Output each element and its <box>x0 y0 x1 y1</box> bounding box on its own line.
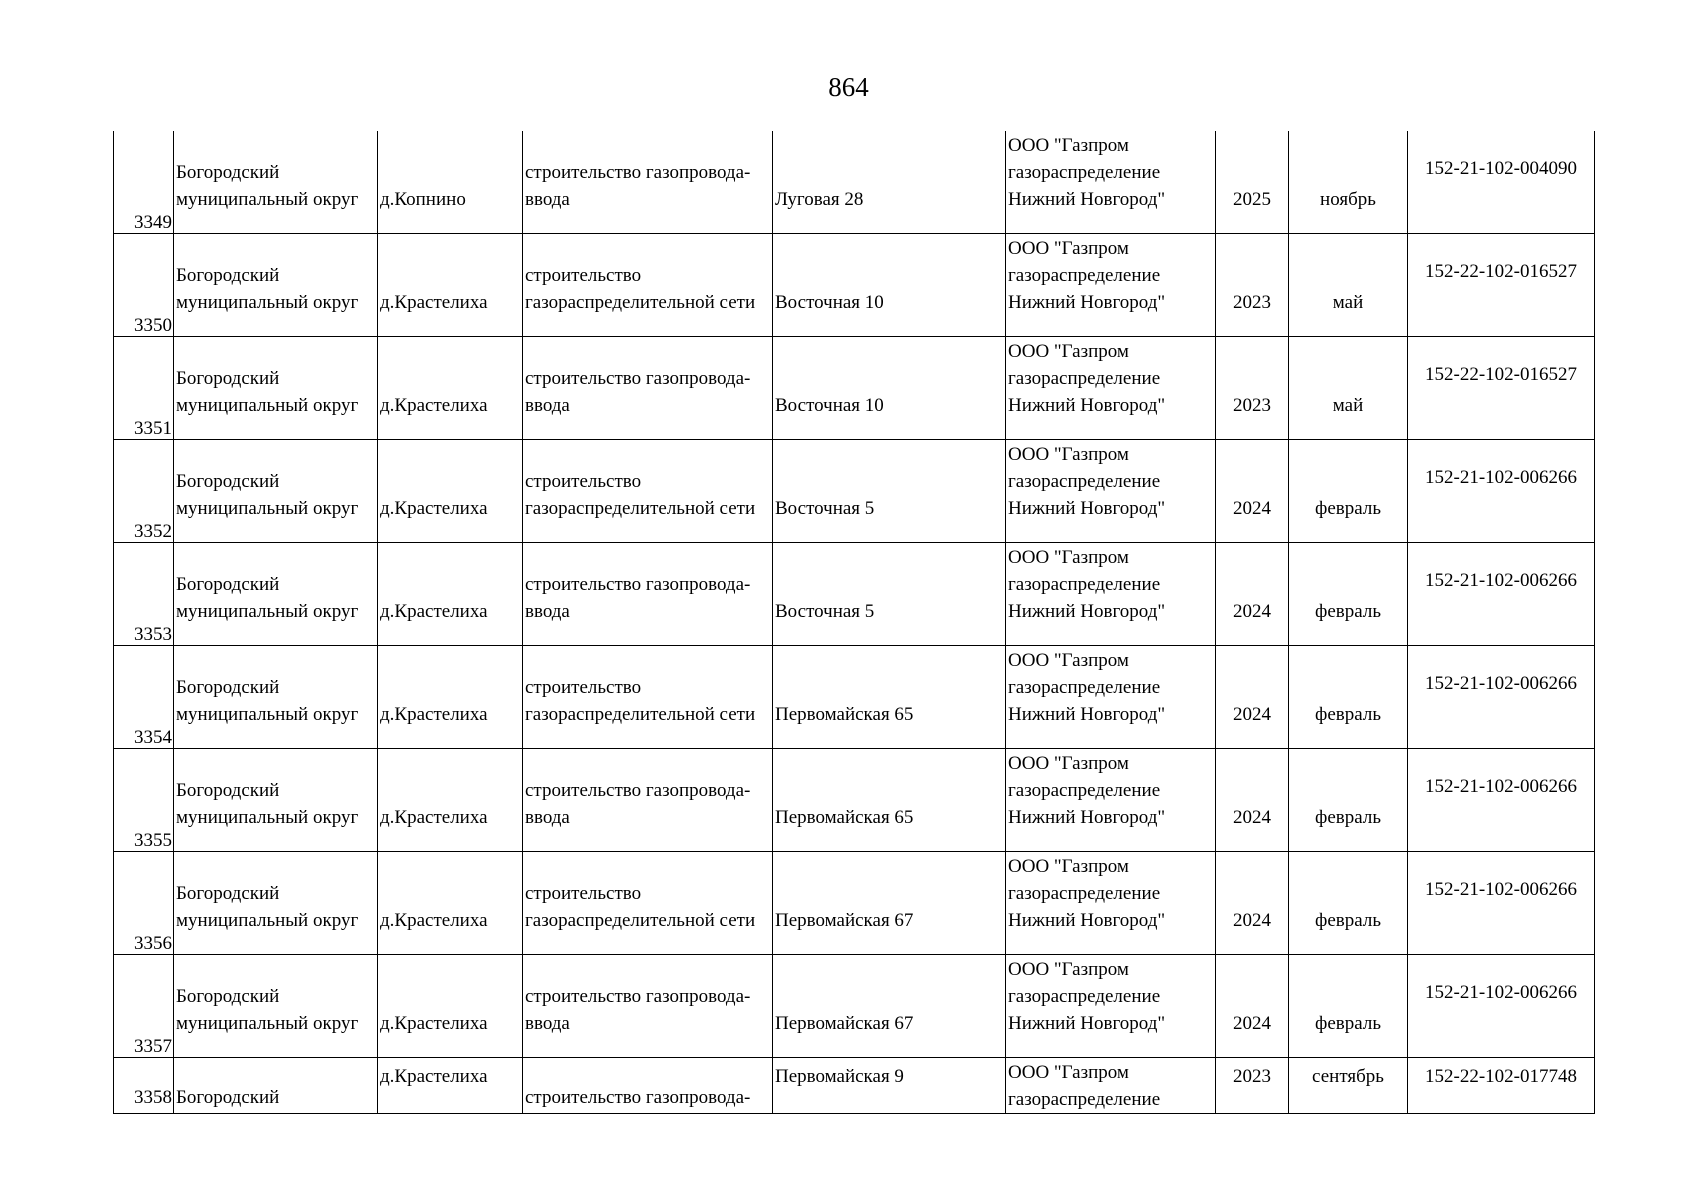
code-cell <box>1408 749 1595 852</box>
row-number-cell <box>114 1058 174 1114</box>
work-type-line-2: газораспределительной сети <box>525 498 756 519</box>
address-cell <box>773 440 1006 543</box>
table-body <box>114 131 1595 1114</box>
district-line-1: Богородский <box>176 574 280 595</box>
year: 2025 <box>1233 189 1271 210</box>
address-cell <box>773 852 1006 955</box>
work-type-cell <box>523 337 773 440</box>
district-cell <box>174 646 378 749</box>
settlement-cell <box>378 543 523 646</box>
row-number-cell <box>114 131 174 234</box>
organization-line-2: газораспределение <box>1008 574 1161 595</box>
year: 2023 <box>1233 395 1271 416</box>
organization-line-3: Нижний Новгород" <box>1008 704 1166 725</box>
organization-line-3: Нижний Новгород" <box>1008 1013 1166 1034</box>
district-line-1: Богородский <box>176 780 280 801</box>
row-number-cell <box>114 749 174 852</box>
address-cell <box>773 543 1006 646</box>
row-number-cell <box>114 955 174 1058</box>
organization-line-3: Нижний Новгород" <box>1008 498 1166 519</box>
address: Первомайская 65 <box>775 704 914 725</box>
district-line-2: муниципальный округ <box>176 189 359 210</box>
settlement: д.Крастелиха <box>380 1066 488 1087</box>
organization-line-1: ООО "Газпром <box>1008 856 1129 877</box>
row-number: 3357 <box>134 1036 172 1057</box>
settlement: д.Копнино <box>380 189 466 210</box>
work-type-line-1: строительство <box>525 677 642 698</box>
year: 2024 <box>1233 807 1271 828</box>
month-cell <box>1289 646 1408 749</box>
organization-cell <box>1006 852 1216 955</box>
work-type-line-2: ввода <box>525 1013 570 1034</box>
year-cell <box>1216 1058 1289 1114</box>
district-cell <box>174 543 378 646</box>
row-number-cell <box>114 440 174 543</box>
organization-line-2: газораспределение <box>1008 780 1161 801</box>
month: май <box>1332 292 1364 313</box>
organization-cell <box>1006 131 1216 234</box>
district-line-2: муниципальный округ <box>176 910 359 931</box>
year: 2024 <box>1233 1013 1271 1034</box>
row-number-cell <box>114 337 174 440</box>
district-cell <box>174 440 378 543</box>
organization-line-2: газораспределение <box>1008 162 1161 183</box>
address: Восточная 5 <box>775 601 875 622</box>
organization-cell <box>1006 955 1216 1058</box>
year-cell <box>1216 852 1289 955</box>
year: 2024 <box>1233 910 1271 931</box>
district-line-2: муниципальный округ <box>176 704 359 725</box>
registration-code: 152-21-102-006266 <box>1425 570 1577 591</box>
organization-cell <box>1006 440 1216 543</box>
district-line-1: Богородский <box>176 677 280 698</box>
district-line-2: муниципальный округ <box>176 498 359 519</box>
code-cell <box>1408 646 1595 749</box>
work-type-line-1: строительство газопровода- <box>525 1087 751 1108</box>
district-line-1: Богородский <box>176 883 280 904</box>
settlement-cell <box>378 234 523 337</box>
organization-line-2: газораспределение <box>1008 471 1161 492</box>
organization-line-2: газораспределение <box>1008 368 1161 389</box>
district-line-1: Богородский <box>176 265 280 286</box>
organization-cell <box>1006 234 1216 337</box>
district-line-2: муниципальный округ <box>176 1013 359 1034</box>
row-number: 3353 <box>134 624 172 645</box>
work-type-cell <box>523 543 773 646</box>
table-row <box>114 852 1595 955</box>
organization-cell <box>1006 543 1216 646</box>
work-type-cell <box>523 131 773 234</box>
organization-line-1: ООО "Газпром <box>1008 135 1129 156</box>
district-line-1: Богородский <box>176 368 280 389</box>
year-cell <box>1216 955 1289 1058</box>
district-line-2: муниципальный округ <box>176 395 359 416</box>
district-cell <box>174 131 378 234</box>
organization-cell <box>1006 646 1216 749</box>
organization-line-3: Нижний Новгород" <box>1008 292 1166 313</box>
organization-line-1: ООО "Газпром <box>1008 547 1129 568</box>
address-cell <box>773 337 1006 440</box>
organization-cell <box>1006 1058 1216 1114</box>
registration-code: 152-22-102-017748 <box>1425 1066 1577 1087</box>
address-cell <box>773 955 1006 1058</box>
organization-line-3: Нижний Новгород" <box>1008 601 1166 622</box>
table-row <box>114 955 1595 1058</box>
month: ноябрь <box>1320 189 1376 210</box>
district-line-1: Богородский <box>176 162 280 183</box>
organization-line-1: ООО "Газпром <box>1008 238 1129 259</box>
table-row <box>114 337 1595 440</box>
settlement: д.Крастелиха <box>380 498 488 519</box>
district-cell <box>174 749 378 852</box>
address: Восточная 10 <box>775 292 884 313</box>
organization-line-3: Нижний Новгород" <box>1008 807 1166 828</box>
code-cell <box>1408 440 1595 543</box>
row-number: 3354 <box>134 727 172 748</box>
settlement: д.Крастелиха <box>380 601 488 622</box>
registration-code: 152-21-102-006266 <box>1425 879 1577 900</box>
work-type-line-1: строительство газопровода- <box>525 574 751 595</box>
settlement: д.Крастелиха <box>380 1013 488 1034</box>
work-type-cell <box>523 852 773 955</box>
settlement-cell <box>378 852 523 955</box>
organization-line-1: ООО "Газпром <box>1008 1062 1129 1083</box>
year: 2023 <box>1233 292 1271 313</box>
month: февраль <box>1315 498 1381 519</box>
month-cell <box>1289 234 1408 337</box>
row-number-cell <box>114 852 174 955</box>
district-line-2: муниципальный округ <box>176 807 359 828</box>
work-type-line-2: газораспределительной сети <box>525 910 756 931</box>
month-cell <box>1289 440 1408 543</box>
address-cell <box>773 234 1006 337</box>
settlement-cell <box>378 646 523 749</box>
district-cell <box>174 337 378 440</box>
work-type-line-1: строительство газопровода- <box>525 368 751 389</box>
district-line-2: муниципальный округ <box>176 601 359 622</box>
month: сентябрь <box>1312 1066 1384 1087</box>
code-cell <box>1408 955 1595 1058</box>
work-type-line-2: ввода <box>525 601 570 622</box>
address-cell <box>773 749 1006 852</box>
row-number: 3356 <box>134 933 172 954</box>
table-row <box>114 234 1595 337</box>
district-line-2: муниципальный округ <box>176 292 359 313</box>
row-number: 3355 <box>134 830 172 851</box>
table-row <box>114 646 1595 749</box>
address: Первомайская 9 <box>775 1066 904 1087</box>
address: Первомайская 67 <box>775 910 914 931</box>
address-cell <box>773 131 1006 234</box>
work-type-cell <box>523 1058 773 1114</box>
month-cell <box>1289 955 1408 1058</box>
table-row <box>114 543 1595 646</box>
month: февраль <box>1315 704 1381 725</box>
district-cell <box>174 1058 378 1114</box>
row-number: 3351 <box>134 418 172 439</box>
settlement-cell <box>378 1058 523 1114</box>
organization-line-2: газораспределение <box>1008 883 1161 904</box>
address: Первомайская 67 <box>775 1013 914 1034</box>
code-cell <box>1408 234 1595 337</box>
work-type-line-1: строительство <box>525 471 642 492</box>
registration-code: 152-21-102-006266 <box>1425 673 1577 694</box>
organization-line-2: газораспределение <box>1008 265 1161 286</box>
registration-code: 152-22-102-016527 <box>1425 261 1577 282</box>
year-cell <box>1216 337 1289 440</box>
register-table <box>113 131 1595 1114</box>
month-cell <box>1289 852 1408 955</box>
work-type-line-2: газораспределительной сети <box>525 292 756 313</box>
district-line-1: Богородский <box>176 1087 280 1108</box>
row-number: 3352 <box>134 521 172 542</box>
registration-code: 152-21-102-006266 <box>1425 982 1577 1003</box>
registration-code: 152-22-102-016527 <box>1425 364 1577 385</box>
table-row <box>114 440 1595 543</box>
settlement-cell <box>378 131 523 234</box>
code-cell <box>1408 852 1595 955</box>
row-number-cell <box>114 543 174 646</box>
work-type-line-1: строительство газопровода- <box>525 986 751 1007</box>
settlement: д.Крастелиха <box>380 807 488 828</box>
work-type-line-2: ввода <box>525 807 570 828</box>
registration-code: 152-21-102-004090 <box>1425 158 1577 179</box>
organization-line-2: газораспределение <box>1008 1089 1161 1110</box>
settlement-cell <box>378 440 523 543</box>
district-line-1: Богородский <box>176 471 280 492</box>
month: февраль <box>1315 601 1381 622</box>
address: Луговая 28 <box>775 189 864 210</box>
table-row <box>114 749 1595 852</box>
registration-code: 152-21-102-006266 <box>1425 467 1577 488</box>
organization-line-1: ООО "Газпром <box>1008 959 1129 980</box>
month: февраль <box>1315 807 1381 828</box>
work-type-line-1: строительство <box>525 883 642 904</box>
year-cell <box>1216 749 1289 852</box>
row-number: 3350 <box>134 315 172 336</box>
year: 2024 <box>1233 601 1271 622</box>
code-cell <box>1408 131 1595 234</box>
settlement: д.Крастелиха <box>380 910 488 931</box>
address-cell <box>773 1058 1006 1114</box>
address: Первомайская 65 <box>775 807 914 828</box>
settlement-cell <box>378 337 523 440</box>
registration-code: 152-21-102-006266 <box>1425 776 1577 797</box>
address-cell <box>773 646 1006 749</box>
table-row <box>114 131 1595 234</box>
work-type-line-1: строительство газопровода- <box>525 162 751 183</box>
work-type-line-2: ввода <box>525 189 570 210</box>
organization-cell <box>1006 749 1216 852</box>
work-type-cell <box>523 955 773 1058</box>
organization-line-1: ООО "Газпром <box>1008 753 1129 774</box>
work-type-line-1: строительство газопровода- <box>525 780 751 801</box>
work-type-line-2: газораспределительной сети <box>525 704 756 725</box>
work-type-line-2: ввода <box>525 395 570 416</box>
district-cell <box>174 852 378 955</box>
organization-line-1: ООО "Газпром <box>1008 341 1129 362</box>
month-cell <box>1289 131 1408 234</box>
year: 2024 <box>1233 704 1271 725</box>
year-cell <box>1216 440 1289 543</box>
month: февраль <box>1315 1013 1381 1034</box>
row-number-cell <box>114 646 174 749</box>
organization-line-2: газораспределение <box>1008 677 1161 698</box>
settlement-cell <box>378 955 523 1058</box>
settlement: д.Крастелиха <box>380 292 488 313</box>
row-number: 3349 <box>134 212 172 233</box>
code-cell <box>1408 337 1595 440</box>
organization-line-1: ООО "Газпром <box>1008 444 1129 465</box>
address: Восточная 5 <box>775 498 875 519</box>
page-number: 864 <box>828 72 869 102</box>
month-cell <box>1289 749 1408 852</box>
organization-line-3: Нижний Новгород" <box>1008 395 1166 416</box>
year-cell <box>1216 646 1289 749</box>
month-cell <box>1289 543 1408 646</box>
district-line-1: Богородский <box>176 986 280 1007</box>
address: Восточная 10 <box>775 395 884 416</box>
code-cell <box>1408 1058 1595 1114</box>
row-number-cell <box>114 234 174 337</box>
code-cell <box>1408 543 1595 646</box>
settlement-cell <box>378 749 523 852</box>
district-cell <box>174 955 378 1058</box>
district-cell <box>174 234 378 337</box>
year-cell <box>1216 131 1289 234</box>
organization-line-2: газораспределение <box>1008 986 1161 1007</box>
month-cell <box>1289 1058 1408 1114</box>
year: 2023 <box>1233 1066 1271 1087</box>
settlement: д.Крастелиха <box>380 395 488 416</box>
work-type-cell <box>523 440 773 543</box>
work-type-cell <box>523 234 773 337</box>
year-cell <box>1216 234 1289 337</box>
row-number: 3358 <box>134 1087 172 1108</box>
work-type-line-1: строительство <box>525 265 642 286</box>
organization-line-3: Нижний Новгород" <box>1008 189 1166 210</box>
year-cell <box>1216 543 1289 646</box>
organization-cell <box>1006 337 1216 440</box>
year: 2024 <box>1233 498 1271 519</box>
organization-line-3: Нижний Новгород" <box>1008 910 1166 931</box>
work-type-cell <box>523 749 773 852</box>
month-cell <box>1289 337 1408 440</box>
settlement: д.Крастелиха <box>380 704 488 725</box>
month: февраль <box>1315 910 1381 931</box>
month: май <box>1332 395 1364 416</box>
table-row <box>114 1058 1595 1114</box>
organization-line-1: ООО "Газпром <box>1008 650 1129 671</box>
work-type-cell <box>523 646 773 749</box>
